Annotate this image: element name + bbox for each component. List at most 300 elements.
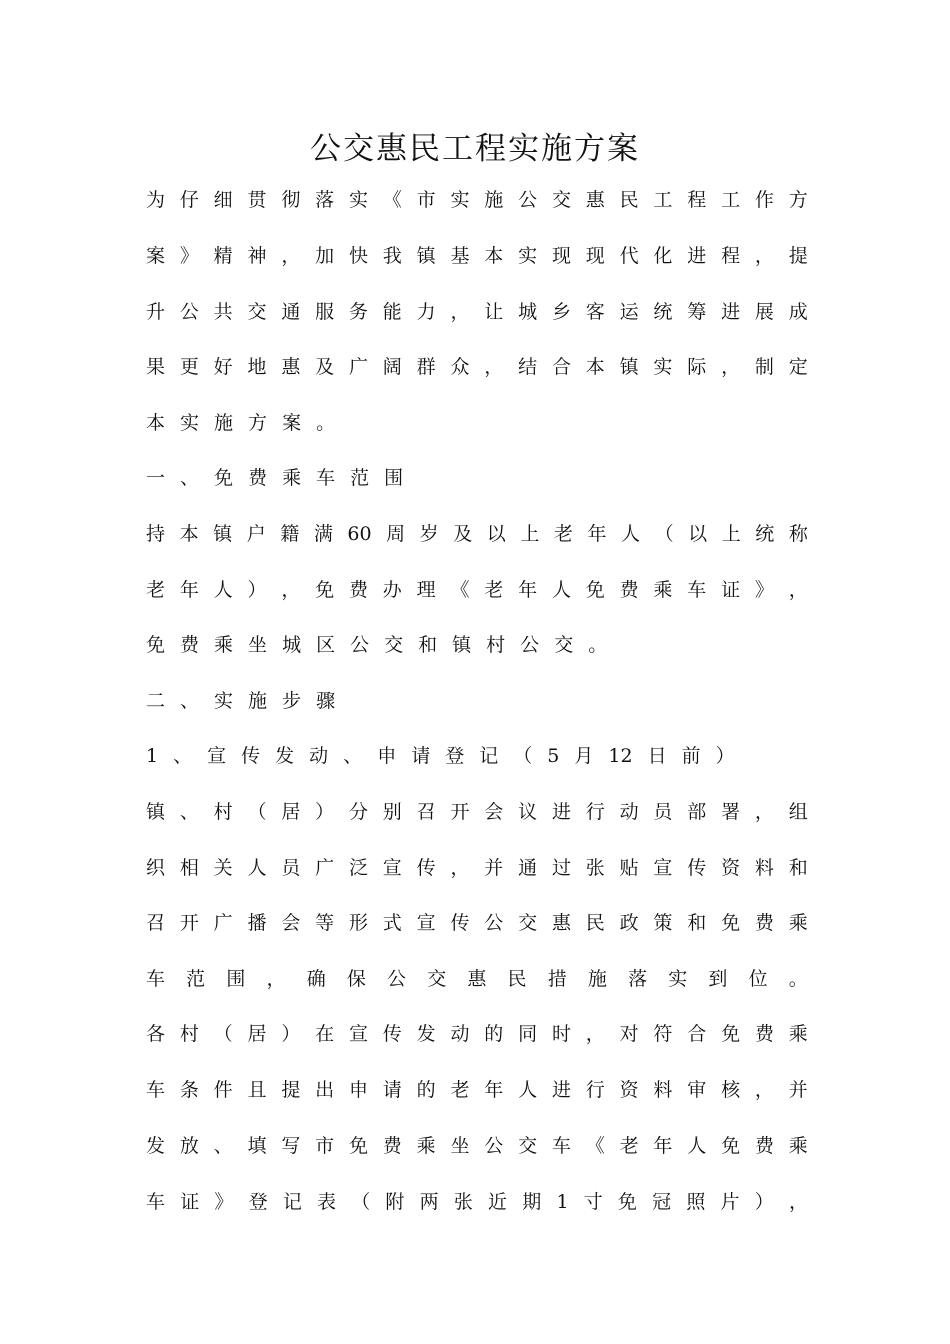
- body-char: 人: [621, 523, 641, 545]
- body-char: 播: [247, 912, 267, 934]
- body-char: ）: [315, 801, 335, 823]
- body-char: 步: [282, 690, 302, 712]
- body-char: 持: [146, 523, 166, 545]
- body-char: 好: [213, 356, 233, 378]
- body-char: 提: [281, 1079, 301, 1101]
- body-line: [146, 1187, 808, 1217]
- body-char: 记: [479, 745, 499, 767]
- body-char: 免: [721, 912, 741, 934]
- body-char: 展: [754, 301, 774, 323]
- body-char: 和: [418, 634, 438, 656]
- body-line: [146, 686, 808, 716]
- body-char: 费: [248, 467, 268, 489]
- body-char: 年: [484, 1079, 504, 1101]
- body-char: 核: [721, 1079, 741, 1101]
- body-char: 关: [213, 857, 233, 879]
- body-char: 费: [180, 634, 200, 656]
- body-char: 召: [416, 801, 436, 823]
- body-char: 成: [788, 301, 808, 323]
- body-char: 以: [486, 523, 506, 545]
- body-char: 照: [686, 1191, 706, 1213]
- body-char: ，: [754, 245, 774, 267]
- body-char: 民: [507, 968, 527, 990]
- body-char: 并: [484, 857, 504, 879]
- body-char: 证: [721, 579, 741, 601]
- body-char: 二: [146, 690, 166, 712]
- body-char: 60: [347, 523, 372, 545]
- body-char: 市: [416, 189, 436, 211]
- body-char: 实: [450, 189, 470, 211]
- body-char: 广: [348, 356, 368, 378]
- body-char: 交: [518, 1135, 538, 1157]
- body-char: 织: [146, 857, 166, 879]
- body-char: 乘: [416, 1135, 436, 1157]
- body-char: 定: [788, 356, 808, 378]
- body-char: 、: [343, 745, 363, 767]
- body-line: [146, 908, 808, 938]
- body-char: ）: [247, 579, 267, 601]
- body-char: 公: [518, 189, 538, 211]
- body-char: 现: [585, 245, 605, 267]
- body-char: 料: [754, 857, 774, 879]
- body-char: 费: [348, 579, 368, 601]
- body-char: 《: [450, 579, 470, 601]
- body-char: 群: [416, 356, 436, 378]
- body-line: [146, 797, 808, 827]
- body-char: （: [351, 1191, 371, 1213]
- body-line: [146, 185, 808, 215]
- body-char: 交: [554, 634, 574, 656]
- body-char: 动: [309, 745, 329, 767]
- body-char: 动: [450, 1023, 470, 1045]
- body-char: 确: [306, 968, 326, 990]
- body-char: 乘: [788, 912, 808, 934]
- body-char: 镇: [619, 356, 639, 378]
- body-char: 员: [281, 857, 301, 879]
- body-char: 居: [281, 801, 301, 823]
- body-char: 实: [653, 356, 673, 378]
- body-char: 人: [213, 579, 233, 601]
- body-char: 宣: [207, 745, 227, 767]
- body-char: ，: [450, 857, 470, 879]
- body-char: ，: [266, 968, 286, 990]
- body-char: 交: [384, 634, 404, 656]
- body-char: 免: [348, 1135, 368, 1157]
- body-char: 本: [484, 245, 504, 267]
- body-char: 《: [585, 1135, 605, 1157]
- body-char: 村: [213, 801, 233, 823]
- body-char: 车: [551, 1135, 571, 1157]
- body-char: （: [654, 523, 674, 545]
- body-char: 证: [180, 1191, 200, 1213]
- body-char: 落: [628, 968, 648, 990]
- body-line: [146, 1075, 808, 1105]
- body-char: 广: [213, 912, 233, 934]
- body-char: 区: [316, 634, 336, 656]
- body-char: 乘: [788, 1023, 808, 1045]
- body-char: 本: [179, 523, 199, 545]
- body-char: ，: [721, 356, 741, 378]
- body-char: 人: [551, 579, 571, 601]
- body-char: 工: [653, 189, 673, 211]
- body-char: 程: [687, 189, 707, 211]
- body-char: 围: [384, 467, 404, 489]
- body-char: 提: [788, 245, 808, 267]
- body-line: [146, 853, 808, 883]
- body-char: 位: [748, 968, 768, 990]
- body-char: ，: [450, 301, 470, 323]
- body-char: 惠: [281, 356, 301, 378]
- body-char: 。: [316, 412, 336, 434]
- body-char: 。: [588, 634, 608, 656]
- body-char: 施: [484, 189, 504, 211]
- body-line: [146, 630, 808, 660]
- body-char: 基: [450, 245, 470, 267]
- body-char: 费: [754, 1023, 774, 1045]
- body-char: 记: [282, 1191, 302, 1213]
- body-char: 对: [619, 1023, 639, 1045]
- body-char: 件: [213, 1079, 233, 1101]
- body-line: [146, 519, 808, 549]
- body-char: ，: [281, 579, 301, 601]
- body-char: 力: [416, 301, 436, 323]
- body-char: 时: [551, 1023, 571, 1045]
- body-char: 老: [619, 1135, 639, 1157]
- body-char: 行: [585, 1079, 605, 1101]
- body-char: 资: [721, 857, 741, 879]
- body-char: ）: [754, 1191, 774, 1213]
- body-char: ，: [585, 1023, 605, 1045]
- body-line: [146, 1019, 808, 1049]
- body-char: 过: [551, 857, 571, 879]
- body-char: 惠: [467, 968, 487, 990]
- body-char: 费: [382, 1135, 402, 1157]
- body-char: 车: [146, 1079, 166, 1101]
- body-char: 且: [247, 1079, 267, 1101]
- body-char: 务: [348, 301, 368, 323]
- body-char: 》: [214, 1191, 234, 1213]
- body-char: （: [513, 745, 533, 767]
- body-char: 镇: [416, 245, 436, 267]
- body-char: 部: [687, 801, 707, 823]
- body-char: 条: [179, 1079, 199, 1101]
- body-char: 组: [788, 801, 808, 823]
- body-char: 神: [247, 245, 267, 267]
- body-char: 到: [708, 968, 728, 990]
- body-char: ）: [715, 745, 735, 767]
- body-char: ，: [281, 245, 301, 267]
- body-char: 服: [315, 301, 335, 323]
- body-char: 请: [411, 745, 431, 767]
- body-char: 通: [518, 857, 538, 879]
- body-line: [146, 575, 808, 605]
- body-char: 会: [281, 912, 301, 934]
- body-char: 片: [720, 1191, 740, 1213]
- body-char: 仔: [179, 189, 199, 211]
- body-char: 发: [416, 1023, 436, 1045]
- body-char: 村: [179, 1023, 199, 1045]
- body-char: 的: [416, 1079, 436, 1101]
- body-char: 市: [315, 1135, 335, 1157]
- body-char: 12: [608, 745, 633, 767]
- body-char: 传: [382, 1023, 402, 1045]
- body-line: [146, 241, 808, 271]
- document-title: 公交惠民工程实施方案: [310, 131, 640, 167]
- body-char: 张: [585, 857, 605, 879]
- body-char: 各: [146, 1023, 166, 1045]
- body-char: 申: [348, 1079, 368, 1101]
- body-char: 实: [668, 968, 688, 990]
- body-char: 月: [574, 745, 594, 767]
- body-char: 的: [484, 1023, 504, 1045]
- body-char: ，: [484, 356, 504, 378]
- body-char: 交: [427, 968, 447, 990]
- body-char: 实: [518, 245, 538, 267]
- body-char: 加: [315, 245, 335, 267]
- body-char: 和: [788, 857, 808, 879]
- body-char: 施: [587, 968, 607, 990]
- body-char: 》: [179, 245, 199, 267]
- body-char: 际: [687, 356, 707, 378]
- body-char: 岁: [419, 523, 439, 545]
- body-char: 乘: [788, 1135, 808, 1157]
- body-char: 、: [179, 801, 199, 823]
- body-char: 进: [721, 301, 741, 323]
- body-char: 理: [416, 579, 436, 601]
- body-char: 及: [315, 356, 335, 378]
- body-char: 车: [146, 1191, 166, 1213]
- body-char: 能: [382, 301, 402, 323]
- body-char: 宣: [653, 857, 673, 879]
- body-char: 满: [313, 523, 333, 545]
- body-char: 发: [146, 1135, 166, 1157]
- body-char: 实: [180, 412, 200, 434]
- body-char: 表: [317, 1191, 337, 1213]
- body-char: 年: [179, 579, 199, 601]
- body-line: [146, 741, 808, 771]
- body-char: 老: [484, 579, 504, 601]
- body-char: 共: [213, 301, 233, 323]
- body-char: 1: [146, 745, 159, 767]
- body-char: 上: [721, 523, 741, 545]
- body-char: 料: [653, 1079, 673, 1101]
- body-char: 免: [721, 1135, 741, 1157]
- body-char: 办: [382, 579, 402, 601]
- body-char: 本: [146, 412, 166, 434]
- body-char: 骤: [316, 690, 336, 712]
- body-char: 一: [146, 467, 166, 489]
- body-char: 填: [247, 1135, 267, 1157]
- body-char: 合: [551, 356, 571, 378]
- body-line: [146, 1131, 808, 1161]
- body-char: 惠: [585, 189, 605, 211]
- body-char: 作: [754, 189, 774, 211]
- body-char: 交: [551, 189, 571, 211]
- body-char: 交: [518, 912, 538, 934]
- body-char: 公: [484, 912, 504, 934]
- body-char: 进: [551, 1079, 571, 1101]
- body-char: 交: [247, 301, 267, 323]
- body-char: 案: [146, 245, 166, 267]
- body-char: 署: [721, 801, 741, 823]
- body-char: 费: [754, 1135, 774, 1157]
- body-char: 乡: [551, 301, 571, 323]
- body-char: 车: [146, 968, 166, 990]
- body-char: 1: [556, 1191, 569, 1213]
- body-char: 实: [214, 690, 234, 712]
- body-char: 镇: [146, 801, 166, 823]
- body-char: 施: [248, 690, 268, 712]
- body-char: ，: [788, 579, 808, 601]
- body-char: 上: [520, 523, 540, 545]
- body-char: 政: [619, 912, 639, 934]
- body-char: 相: [179, 857, 199, 879]
- body-char: 通: [281, 301, 301, 323]
- body-char: 动: [619, 801, 639, 823]
- body-char: 我: [382, 245, 402, 267]
- body-char: 请: [382, 1079, 402, 1101]
- body-char: 、: [173, 745, 193, 767]
- body-char: 并: [788, 1079, 808, 1101]
- body-char: 费: [754, 912, 774, 934]
- body-char: 审: [687, 1079, 707, 1101]
- body-char: 传: [241, 745, 261, 767]
- body-char: 老: [146, 579, 166, 601]
- body-char: 附: [385, 1191, 405, 1213]
- body-char: 本: [585, 356, 605, 378]
- body-char: 放: [179, 1135, 199, 1157]
- body-char: 快: [348, 245, 368, 267]
- body-char: 开: [179, 912, 199, 934]
- body-char: 免: [617, 1191, 637, 1213]
- body-char: 张: [453, 1191, 473, 1213]
- body-char: ）: [281, 1023, 301, 1045]
- body-char: 5: [547, 745, 560, 767]
- body-char: 免: [146, 634, 166, 656]
- body-char: 合: [687, 1023, 707, 1045]
- body-char: 员: [653, 801, 673, 823]
- body-char: 老: [553, 523, 573, 545]
- body-char: 召: [146, 912, 166, 934]
- body-char: 》: [754, 579, 774, 601]
- body-char: 公: [350, 634, 370, 656]
- body-char: 乘: [282, 467, 302, 489]
- body-char: 惠: [551, 912, 571, 934]
- body-char: 式: [382, 912, 402, 934]
- body-char: 坐: [248, 634, 268, 656]
- body-char: 年: [518, 579, 538, 601]
- body-char: 案: [282, 412, 302, 434]
- body-char: 让: [484, 301, 504, 323]
- body-char: 范: [350, 467, 370, 489]
- body-char: 人: [247, 857, 267, 879]
- body-char: 代: [619, 245, 639, 267]
- body-char: 免: [721, 1023, 741, 1045]
- body-char: 进: [551, 801, 571, 823]
- body-char: 传: [687, 857, 707, 879]
- body-line: [146, 297, 808, 327]
- body-char: 资: [619, 1079, 639, 1101]
- body-char: 广: [315, 857, 335, 879]
- body-char: 细: [213, 189, 233, 211]
- body-char: 符: [653, 1023, 673, 1045]
- body-line: [146, 352, 808, 382]
- body-char: 居: [247, 1023, 267, 1045]
- body-char: 保: [346, 968, 366, 990]
- body-char: 籍: [280, 523, 300, 545]
- body-char: 两: [419, 1191, 439, 1213]
- body-char: 镇: [452, 634, 472, 656]
- body-char: 阔: [382, 356, 402, 378]
- body-char: 年: [587, 523, 607, 545]
- body-char: 等: [315, 912, 335, 934]
- body-char: 车: [316, 467, 336, 489]
- body-char: 、: [180, 690, 200, 712]
- body-char: 乘: [214, 634, 234, 656]
- body-char: 宣: [382, 857, 402, 879]
- body-char: 免: [214, 467, 234, 489]
- body-char: 城: [518, 301, 538, 323]
- body-char: 策: [653, 912, 673, 934]
- body-char: 开: [450, 801, 470, 823]
- body-char: 人: [518, 1079, 538, 1101]
- body-char: 程: [721, 245, 741, 267]
- body-char: 《: [382, 189, 402, 211]
- body-char: 民: [585, 912, 605, 934]
- body-char: 前: [681, 745, 701, 767]
- body-char: 更: [179, 356, 199, 378]
- body-char: 范: [186, 968, 206, 990]
- body-char: 升: [146, 301, 166, 323]
- body-char: 镇: [213, 523, 233, 545]
- body-char: 日: [647, 745, 667, 767]
- body-char: 以: [688, 523, 708, 545]
- body-char: 围: [226, 968, 246, 990]
- body-char: 坐: [450, 1135, 470, 1157]
- body-char: 费: [619, 579, 639, 601]
- body-char: 户: [246, 523, 266, 545]
- body-line: [146, 463, 808, 493]
- body-char: 宣: [416, 912, 436, 934]
- body-char: 及: [453, 523, 473, 545]
- body-char: 年: [653, 1135, 673, 1157]
- body-char: 泛: [348, 857, 368, 879]
- body-char: 周: [386, 523, 406, 545]
- body-char: ，: [788, 1191, 808, 1213]
- body-char: 为: [146, 189, 166, 211]
- body-char: 统: [653, 301, 673, 323]
- body-char: 称: [788, 523, 808, 545]
- body-char: 。: [788, 968, 808, 990]
- body-char: 地: [247, 356, 267, 378]
- body-char: 措: [547, 968, 567, 990]
- body-char: 实: [348, 189, 368, 211]
- body-char: 人: [687, 1135, 707, 1157]
- body-char: 会: [484, 801, 504, 823]
- body-char: 、: [180, 467, 200, 489]
- body-char: 果: [146, 356, 166, 378]
- body-char: ，: [754, 1079, 774, 1101]
- body-char: 形: [348, 912, 368, 934]
- body-char: 和: [687, 912, 707, 934]
- body-char: 客: [585, 301, 605, 323]
- body-char: 乘: [653, 579, 673, 601]
- body-char: （: [247, 801, 267, 823]
- body-char: 进: [687, 245, 707, 267]
- body-char: 方: [788, 189, 808, 211]
- body-char: 冠: [652, 1191, 672, 1213]
- body-char: 现: [551, 245, 571, 267]
